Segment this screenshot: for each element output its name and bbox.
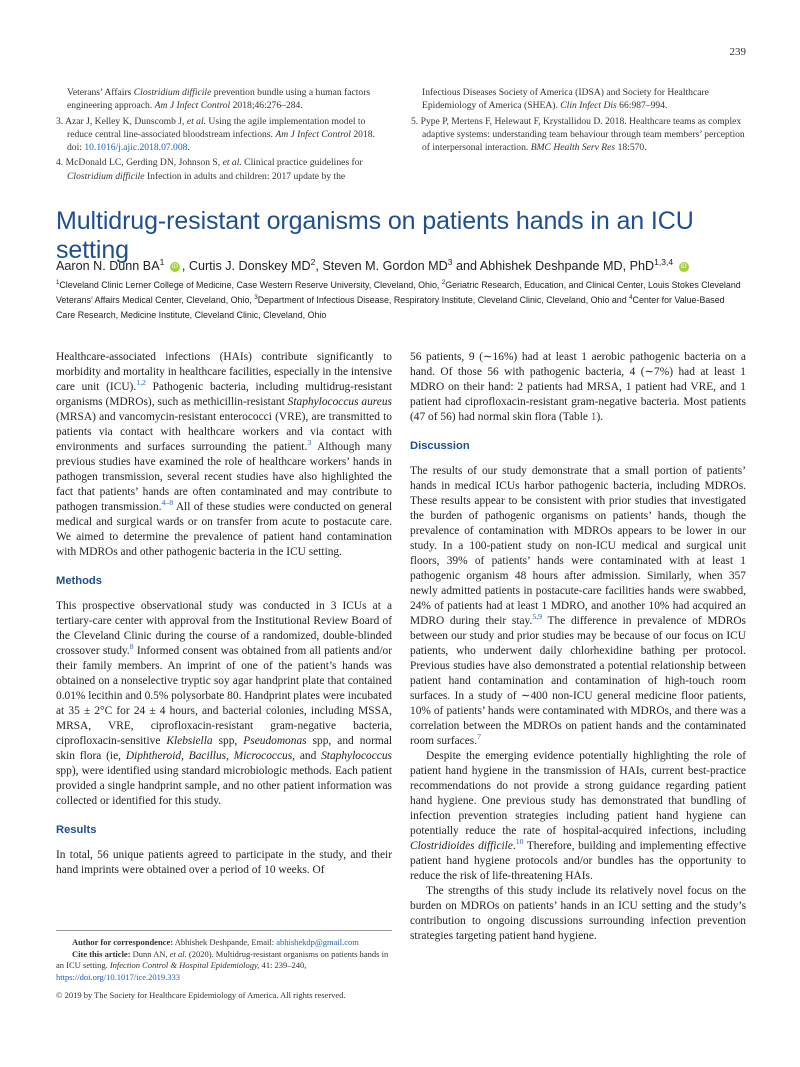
reference-item: Veterans’ Affairs Clostridium difficile prevention bundle using a human factors engineering approach. Am J Infect Control 2018;46:276–284. [67, 87, 371, 112]
correspondence-note: Author for correspondence: Abhishek Deshpande, Email: abhishekdp@gmail.com [72, 937, 359, 947]
orcid-icon[interactable]: iD [680, 262, 687, 270]
discussion-paragraph: The strengths of this study include its relatively novel focus on the burden on MDROs on patients’ hands in an ICU setting and the study’s contribution to ongoing discussions surrounding infection prevention strategies targeting patient hand hygiene. [410, 885, 746, 942]
orcid-icon[interactable]: iD [171, 262, 179, 270]
reference-item: Infectious Diseases Society of America (IDSA) and Society for Healthcare Epidemiology of America (SHEA). Clin Infect Dis 66:987–994. [422, 87, 709, 112]
table-reference-link[interactable]: 1 [590, 411, 597, 423]
results-paragraph-start: In total, 56 unique patients agreed to participate in the study, and their hand imprints were obtained over a period of 10 weeks. Of [56, 849, 392, 876]
methods-paragraph: This prospective observational study was conducted in 3 ICUs at a tertiary-care center with approval from the Institutional Review Board of the Cleveland Clinic during the course of a randomized, double-blinded crossover study.$^8$ Informed consent was obtained from all patients and/or their family members. An imprint of one of the patient’s hands was obtained on a nonselective tryptic soy agar handprint plate that contained 0.01% lecithin and 0.5% polysorbate 80. Handprint plates were incubated at 35 ± 2°C for 24 ± 4 hours, and bacterial colonies, including MSSA, MRSA, VRE, ciprofloxacin-resistant gram-negative bacteria, ciprofloxacin-sensitive Klebsiella spp, Pseudomonas spp, and normal skin flora (ie, Diphtheroid, Bacillus, Micrococcus, and Staphylococcus spp), were identified using standard microbiologic methods. Each patient provided a single handprint sample, and no other patient information was collected or identified for this study. [56, 600, 392, 807]
reference-item: 5. Pype P, Mertens F, Helewaut F, Krystallidou D. 2018. Healthcare teams as complex adaptive systems: understanding team behaviour through team members’ perception of interpersonal interaction. BMC Health Serv Res 18:570. [411, 115, 745, 154]
body-right-column [410, 350, 746, 944]
methods-heading: Methods [56, 575, 102, 587]
results-paragraph-end: 56 patients, 9 (∼16%) had at least 1 aerobic pathogenic bacteria on a hand. Of those 56 with pathogenic bacteria, 4 (∼7%) had at least 1 MDRO on their hand: 2 patients had MRSA, 1 patient had VRE, and 1 patient had ciprofloxacin-resistant gram-negative bacteria. Most patients (47 of 56) had normal skin flora (Table 1). [410, 351, 746, 423]
doi-link[interactable]: https://doi.org/10.1017/ice.2019.333 [56, 971, 181, 982]
page-number: 239 [729, 46, 746, 58]
doi-link[interactable]: 10.1016/j.ajic.2018.07.008 [84, 142, 188, 154]
intro-paragraph: Healthcare-associated infections (HAIs) contribute significantly to morbidity and mortality in healthcare facilities, especially in the intensive care unit (ICU).$^{1,2}$ Pathogenic bacteria, including multidrug-resistant organisms (MDROs), such as methicillin-resistant Staphylococcus aureus (MRSA) and vancomycin-resistant enterococci (VRE), are transmitted to patients via contact with healthcare workers and via contact with environments and surfaces surrounding the patient.$^3$ Although many previous studies have examined the role of healthcare workers’ hands in pathogen transmission, several recent studies have also highlighted the fact that patients’ hands are often contaminated and may contribute to pathogen transmission.$^{4-8}$ All of these studies were conducted on general medical and surgical wards or on transfer from acute to postacute care. We aimed to determine the prevalence of patient hand contamination with MDROs and other pathogenic bacteria in the ICU setting. [56, 351, 392, 558]
references-right-column [411, 86, 745, 156]
affiliations: $^1$Cleveland Clinic Lerner College of Medicine, Case Western Reserve University, Cleveland, Ohio, $^2$Geriatric Research, Education, and Clinical Center, Louis Stokes Cleveland Veterans’ Affairs Medical Center, Cleveland, Ohio, $^3$Department of Infectious Disease, Respiratory Institute, Cleveland Clinic, Cleveland, Ohio and $^4$Center for Value-Based Care Research, Medicine Institute, Cleveland Clinic, Cleveland, Ohio [56, 280, 741, 320]
body-left-column [56, 350, 392, 878]
references-left-column [56, 86, 390, 185]
copyright-notice: © 2019 by The Society for Healthcare Epidemiology of America. All rights reserved. [56, 990, 346, 1000]
results-heading: Results [56, 824, 97, 836]
author-list: Aaron N. Dunn $BA^1$ iD , Curtis J. Donskey $MD^2$, Steven M. Gordon $MD^3$ and Abhishek Deshpande MD, PhD$^{1,3,4}$ iD [56, 256, 687, 273]
discussion-paragraph: Despite the emerging evidence potentially highlighting the role of patient hand hygiene in the transmission of HAIs, current best-practice recommendations do not provide a strong guidance regarding patient hand hygiene. One previous study has demonstrated that bundling of infection prevention strategies including patient hand hygiene can potentially reduce the rate of hospital-acquired infections, including Clostridioides difficile.$^{10}$ Therefore, building and implementing effective patient hand hygiene protocols and/or bundles has the opportunity to reduce the risk of life-threatening HAIs. [410, 750, 747, 882]
reference-item: 4. McDonald LC, Gerding DN, Johnson S, et al. Clinical practice guidelines for Clostridium difficile Infection in adults and children: 2017 update by the [56, 157, 363, 182]
discussion-paragraph: The results of our study demonstrate that a small portion of patients’ hands in medical ICUs harbor pathogenic bacteria, including MDROs. These results appear to be consistent with prior studies that investigated the burden of pathogenic organisms on patients’ hands, though the prevalence of contamination with MDROs appears to be lower in our study. In a 100-patient study on non-ICU medical and surgical unit floors, 39% of patients’ hands were contaminated with at least 1 pathogenic organism 48 hours after admission. Similarly, when 357 newly admitted patients in postacute-care facilities hands were swabbed, 24% of patients had at least 1 MDRO, and another 10% had acquired an MDRO during their stay.$^{5,9}$ The difference in prevalence of MDROs between our study and prior studies may be because of our focus on ICU patients, who underwent daily chlorhexidine bathing per protocol. Previous studies have also demonstrated a potential relationship between patient hand contamination and contamination of high-touch room surfaces. In a study of ∼400 non-ICU general medicine floor patients, 10% of patients’ hands were contaminated with MDROs, and there was a correlation between the MDROs on patient hands and the contaminated room surfaces.$^7$ [410, 465, 746, 747]
article-footnotes [56, 930, 392, 983]
article-title: Multidrug-resistant organisms on patients hands in an ICU setting [56, 207, 694, 264]
reference-item: 3. Azar J, Kelley K, Dunscomb J, et al. Using the agile implementation model to reduce central line-associated bloodstream infections. Am J Infect Control 2018. doi: 10.1016/j.ajic.2018.07.008. [56, 115, 375, 154]
email-link[interactable]: abhishekdp@gmail.com [276, 937, 359, 947]
citation-note: Cite this article: Dunn AN, et al. (2020). Multidrug-resistant organisms on patients hands in an ICU setting. Infection Control & Hospital Epidemiology, 41: 239–240, https://doi.org/10.1017/ice.2019.333 [56, 948, 389, 982]
discussion-heading: Discussion [410, 440, 470, 452]
